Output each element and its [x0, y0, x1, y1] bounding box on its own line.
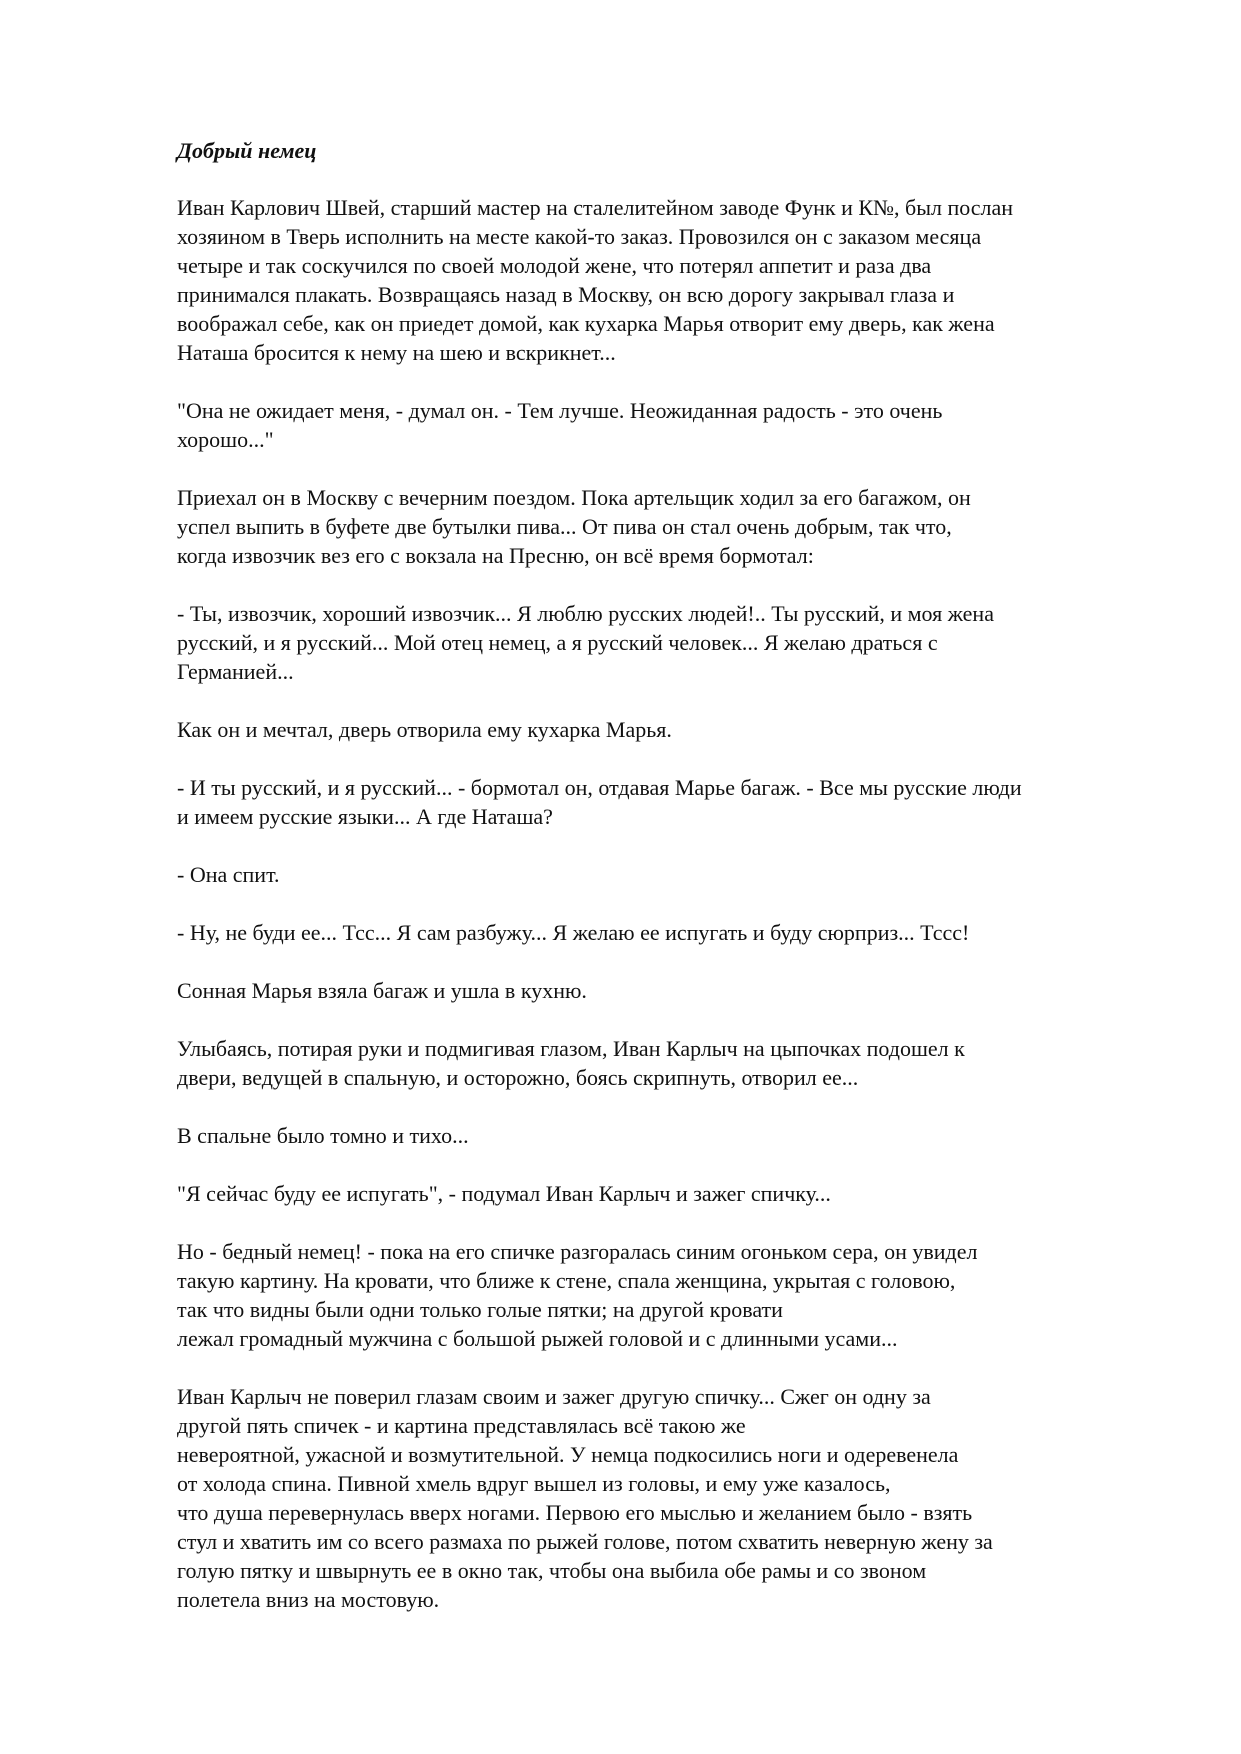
paragraph	[177, 976, 1177, 1005]
text-line: что душа перевернулась вверх ногами. Первою его мыслью и желанием было - взять	[177, 1500, 973, 1525]
text-line: другой пять спичек - и картина представлялась всё такою же	[177, 1413, 746, 1438]
text-line: Но - бедный немец! - пока на его спичке разгоралась синим огоньком сера, он увидел	[177, 1239, 978, 1264]
paragraph	[177, 860, 1177, 889]
paragraph	[177, 773, 1177, 831]
text-line: невероятной, ужасной и возмутительной. У немца подкосились ноги и одеревенела	[177, 1442, 959, 1467]
text-line: когда извозчик вез его с вокзала на Пресню, он всё время бормотал:	[177, 543, 814, 568]
text-line: полетела вниз на мостовую.	[177, 1587, 440, 1612]
text-line: лежал громадный мужчина с большой рыжей головой и с длинными усами...	[177, 1326, 898, 1351]
text-line: "Она не ожидает меня, - думал он. - Тем лучше. Неожиданная радость - это очень	[177, 398, 943, 423]
paragraph	[177, 1382, 1177, 1614]
text-line: четыре и так соскучился по своей молодой жене, что потерял аппетит и раза два	[177, 253, 932, 278]
text-line: В спальне было томно и тихо...	[177, 1123, 469, 1148]
paragraph	[177, 715, 1177, 744]
text-line: - Ну, не буди ее... Тсс... Я сам разбужу... Я желаю ее испугать и буду сюрприз... Тссс!	[177, 920, 970, 945]
paragraph	[177, 193, 1177, 367]
text-line: Германией...	[177, 659, 294, 684]
paragraph	[177, 599, 1177, 686]
text-line: Как он и мечтал, дверь отворила ему кухарка Марья.	[177, 717, 672, 742]
text-line: голую пятку и швырнуть ее в окно так, чтобы она выбила обе рамы и со звоном	[177, 1558, 927, 1583]
text-line: Наташа бросится к нему на шею и вскрикнет...	[177, 340, 616, 365]
text-line: успел выпить в буфете две бутылки пива... От пива он стал очень добрым, так что,	[177, 514, 952, 539]
paragraph	[177, 396, 1177, 454]
paragraph	[177, 918, 1177, 947]
text-line: Иван Карлович Швей, старший мастер на сталелитейном заводе Функ и К№, был послан	[177, 195, 1014, 220]
text-line: русский, и я русский... Мой отец немец, а я русский человек... Я желаю драться с	[177, 630, 938, 655]
text-line: "Я сейчас буду ее испугать", - подумал Иван Карлыч и зажег спичку...	[177, 1181, 831, 1206]
text-line: такую картину. На кровати, что ближе к стене, спала женщина, укрытая с головою,	[177, 1268, 956, 1293]
paragraph-list	[177, 193, 1177, 1614]
text-line: и имеем русские языки... А где Наташа?	[177, 804, 553, 829]
paragraph	[177, 1179, 1177, 1208]
text-line: так что видны были одни только голые пятки; на другой кровати	[177, 1297, 783, 1322]
text-line: - Она спит.	[177, 862, 280, 887]
text-line: Приехал он в Москву с вечерним поездом. Пока артельщик ходил за его багажом, он	[177, 485, 971, 510]
paragraph	[177, 483, 1177, 570]
text-line: воображал себе, как он приедет домой, как кухарка Марья отворит ему дверь, как жена	[177, 311, 995, 336]
paragraph	[177, 1121, 1177, 1150]
text-line: Сонная Марья взяла багаж и ушла в кухню.	[177, 978, 587, 1003]
paragraph	[177, 1237, 1177, 1353]
text-line: Улыбаясь, потирая руки и подмигивая глазом, Иван Карлыч на цыпочках подошел к	[177, 1036, 965, 1061]
paragraph	[177, 1034, 1177, 1092]
text-line: принимался плакать. Возвращаясь назад в Москву, он всю дорогу закрывал глаза и	[177, 282, 955, 307]
text-line: двери, ведущей в спальную, и осторожно, боясь скрипнуть, отворил ее...	[177, 1065, 859, 1090]
story-title: Добрый немец	[177, 138, 317, 163]
text-line: - И ты русский, и я русский... - бормотал он, отдавая Марье багаж. - Все мы русские люди	[177, 775, 1022, 800]
document-body	[177, 136, 1177, 1643]
text-line: хорошо..."	[177, 427, 274, 452]
text-line: Иван Карлыч не поверил глазам своим и зажег другую спичку... Сжег он одну за	[177, 1384, 931, 1409]
text-line: стул и хватить им со всего размаха по рыжей голове, потом схватить неверную жену за	[177, 1529, 993, 1554]
text-line: хозяином в Тверь исполнить на месте какой-то заказ. Провозился он с заказом месяца	[177, 224, 982, 249]
text-line: - Ты, извозчик, хороший извозчик... Я люблю русских людей!.. Ты русский, и моя жена	[177, 601, 994, 626]
text-line: от холода спина. Пивной хмель вдруг вышел из головы, и ему уже казалось,	[177, 1471, 891, 1496]
